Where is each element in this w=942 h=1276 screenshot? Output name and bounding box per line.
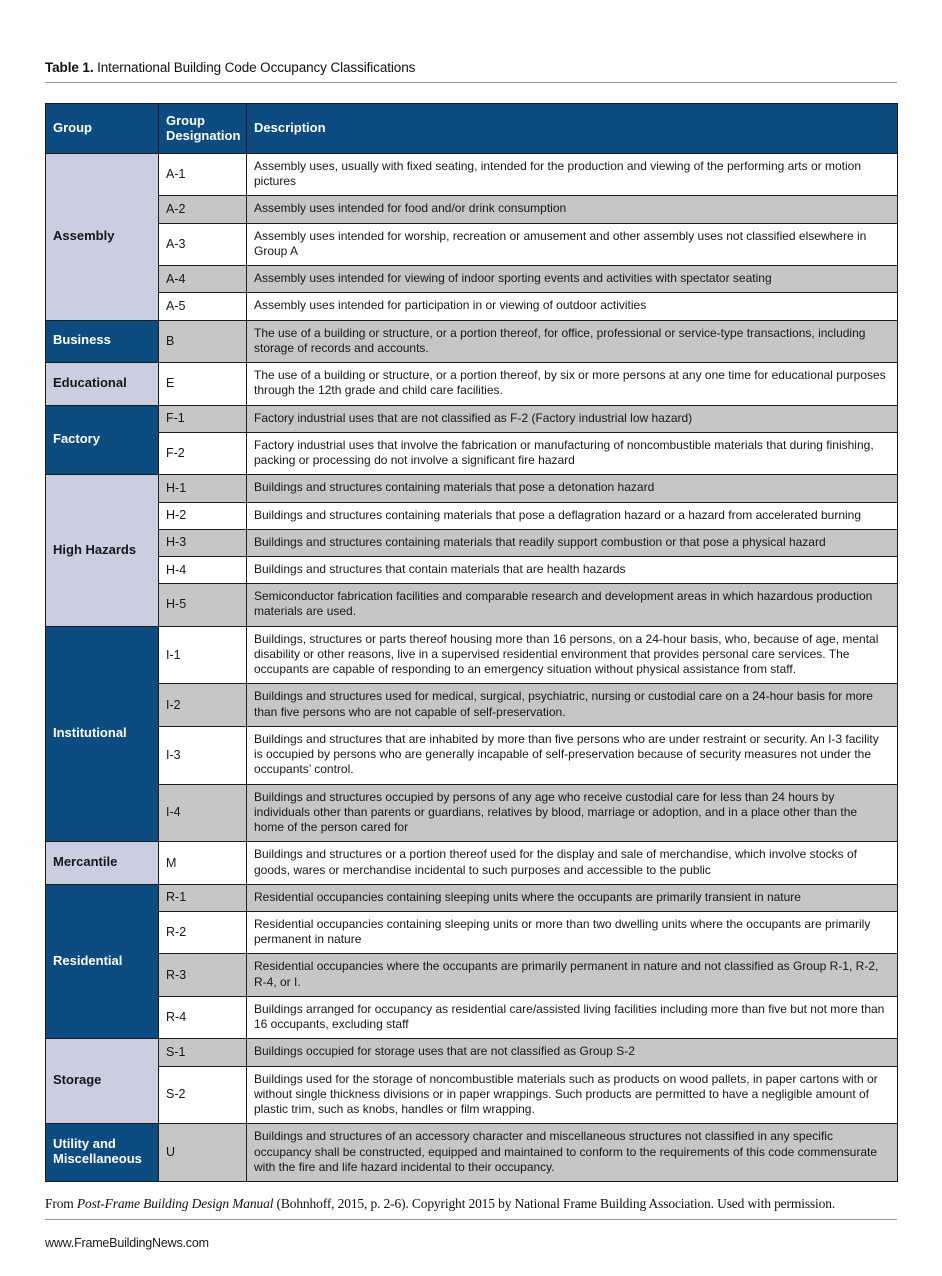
- table-row: [46, 726, 898, 784]
- source-credit: [45, 1196, 897, 1212]
- description-cell: Buildings and structures that contain materials that are health hazards: [247, 556, 898, 583]
- group-designation-cell: H-5: [159, 584, 247, 626]
- description-cell: The use of a building or structure, or a portion thereof, by six or more persons at any one time for educational purposes through the 12th grade and child care facilities.: [247, 363, 898, 405]
- table-row: [46, 196, 898, 223]
- table-row: [46, 293, 898, 320]
- group-designation-cell: A-2: [159, 196, 247, 223]
- description-cell: Assembly uses, usually with fixed seating, intended for the production and viewing of the performing arts or motion pictures: [247, 154, 898, 196]
- table-row: [46, 911, 898, 953]
- group-designation-cell: H-3: [159, 529, 247, 556]
- group-designation-cell: I-1: [159, 626, 247, 684]
- group-designation-cell: R-2: [159, 911, 247, 953]
- credit-suffix: (Bohnhoff, 2015, p. 2-6). Copyright 2015 by National Frame Building Association. Used with permission.: [273, 1196, 836, 1211]
- description-cell: Buildings and structures containing materials that pose a deflagration hazard or a hazard from accelerated burning: [247, 502, 898, 529]
- table-row: [46, 320, 898, 362]
- group-designation-cell: S-1: [159, 1039, 247, 1066]
- table-caption-text: International Building Code Occupancy Classifications: [93, 60, 416, 75]
- table-row: [46, 996, 898, 1038]
- description-cell: Assembly uses intended for worship, recreation or amusement and other assembly uses not classified elsewhere in Group A: [247, 223, 898, 265]
- group-name-cell: Business: [46, 320, 159, 362]
- credit-prefix: From: [45, 1196, 77, 1211]
- credit-book-title: Post-Frame Building Design Manual: [76, 1196, 274, 1211]
- description-cell: Buildings and structures containing materials that readily support combustion or that pose a physical hazard: [247, 529, 898, 556]
- group-designation-cell: I-4: [159, 784, 247, 842]
- description-cell: Factory industrial uses that are not classified as F-2 (Factory industrial low hazard): [247, 405, 898, 432]
- description-cell: Buildings and structures of an accessory character and miscellaneous structures not classified in any specific occupancy shall be constructed, equipped and maintained to conform to the requirements of this code commensurate with the fire and life hazard incidental to their occupancy.: [247, 1124, 898, 1182]
- description-cell: Assembly uses intended for viewing of indoor sporting events and activities with spectator seating: [247, 266, 898, 293]
- group-designation-cell: R-3: [159, 954, 247, 996]
- table-row: [46, 363, 898, 405]
- group-designation-cell: B: [159, 320, 247, 362]
- group-designation-cell: H-4: [159, 556, 247, 583]
- table-row: [46, 784, 898, 842]
- group-designation-cell: I-2: [159, 684, 247, 726]
- group-designation-cell: S-2: [159, 1066, 247, 1124]
- table-row: [46, 266, 898, 293]
- group-designation-cell: R-4: [159, 996, 247, 1038]
- group-name-cell: Educational: [46, 363, 159, 405]
- description-cell: Buildings and structures that are inhabited by more than five persons who are under restraint or security. An I-3 facility is occupied by persons who are generally incapable of self-preservation because of security measures not under the occupants’ control.: [247, 726, 898, 784]
- table-row: [46, 954, 898, 996]
- group-designation-cell: H-1: [159, 475, 247, 502]
- footer-divider: [45, 1219, 897, 1220]
- group-designation-cell: H-2: [159, 502, 247, 529]
- column-header-description: Description: [247, 104, 898, 154]
- group-name-cell: Residential: [46, 884, 159, 1039]
- table-row: [46, 556, 898, 583]
- description-cell: Residential occupancies containing sleeping units where the occupants are primarily transient in nature: [247, 884, 898, 911]
- table-row: [46, 502, 898, 529]
- table-body: [46, 154, 898, 1182]
- table-row: [46, 475, 898, 502]
- group-designation-cell: I-3: [159, 726, 247, 784]
- group-name-cell: Institutional: [46, 626, 159, 842]
- group-designation-cell: A-4: [159, 266, 247, 293]
- description-cell: Residential occupancies containing sleeping units or more than two dwelling units where the occupants are primarily permanent in nature: [247, 911, 898, 953]
- description-cell: Assembly uses intended for participation in or viewing of outdoor activities: [247, 293, 898, 320]
- table-header-row: [46, 104, 898, 154]
- group-designation-cell: F-2: [159, 432, 247, 474]
- occupancy-table-container: [45, 103, 897, 1182]
- group-name-line1: Utility and: [53, 1136, 116, 1152]
- group-designation-cell: U: [159, 1124, 247, 1182]
- group-name-cell: Mercantile: [46, 842, 159, 884]
- group-designation-cell: A-3: [159, 223, 247, 265]
- group-name-cell: Assembly: [46, 154, 159, 321]
- description-cell: Buildings occupied for storage uses that are not classified as Group S-2: [247, 1039, 898, 1066]
- group-designation-cell: E: [159, 363, 247, 405]
- group-designation-cell: A-1: [159, 154, 247, 196]
- description-cell: Residential occupancies where the occupants are primarily permanent in nature and not classified as Group R-1, R-2, R-4, or I.: [247, 954, 898, 996]
- table-row: [46, 884, 898, 911]
- description-cell: Buildings and structures used for medical, surgical, psychiatric, nursing or custodial care on a 24-hour basis for more than five persons who are not capable of self-preservation.: [247, 684, 898, 726]
- group-designation-cell: M: [159, 842, 247, 884]
- table-row: [46, 529, 898, 556]
- table-row: [46, 432, 898, 474]
- column-header-group: Group: [46, 104, 159, 154]
- group-designation-cell: A-5: [159, 293, 247, 320]
- table-row: [46, 1039, 898, 1066]
- table-row: [46, 684, 898, 726]
- description-cell: The use of a building or structure, or a portion thereof, for office, professional or service-type transactions, including storage of records and accounts.: [247, 320, 898, 362]
- description-cell: Buildings and structures containing materials that pose a detonation hazard: [247, 475, 898, 502]
- table-caption: [45, 60, 897, 83]
- caption-divider: [45, 82, 897, 83]
- table-row: [46, 842, 898, 884]
- description-cell: Buildings and structures or a portion thereof used for the display and sale of merchandise, which involve stocks of goods, wares or merchandise incidental to such purposes and accessible to the public: [247, 842, 898, 884]
- table-row: [46, 1124, 898, 1182]
- group-name-cell: Storage: [46, 1039, 159, 1124]
- table-caption-label: Table 1.: [45, 60, 94, 75]
- group-designation-cell: F-1: [159, 405, 247, 432]
- description-cell: Semiconductor fabrication facilities and comparable research and development areas in which hazardous production materials are used.: [247, 584, 898, 626]
- column-header-designation-line2: Designation: [166, 128, 241, 143]
- occupancy-classifications-table: [45, 103, 898, 1182]
- description-cell: Factory industrial uses that involve the fabrication or manufacturing of noncombustible materials that during finishing, packing or processing do not involve a significant fire hazard: [247, 432, 898, 474]
- description-cell: Buildings and structures occupied by persons of any age who receive custodial care for less than 24 hours by individuals other than parents or guardians, relatives by blood, marriage or adoption, and in a place other than the home of the person cared for: [247, 784, 898, 842]
- group-name-cell: Factory: [46, 405, 159, 475]
- group-name-cell: [46, 1124, 159, 1182]
- table-row: [46, 1066, 898, 1124]
- website-url: www.FrameBuildingNews.com: [45, 1236, 209, 1250]
- column-header-designation-line1: Group: [166, 113, 205, 129]
- table-row: [46, 154, 898, 196]
- description-cell: Buildings used for the storage of noncombustible materials such as products on wood pallets, in paper cartons with or without single thickness divisions or in paper wrappings. Such products are permitted to have a negligible amount of plastic trim, such as knobs, handles or film wrapping.: [247, 1066, 898, 1124]
- group-name-line2: Miscellaneous: [53, 1151, 142, 1167]
- table-caption-line: [45, 60, 897, 75]
- table-row: [46, 626, 898, 684]
- table-header: [46, 104, 898, 154]
- description-cell: Buildings, structures or parts thereof housing more than 16 persons, on a 24-hour basis, who, because of age, mental disability or other reasons, live in a supervised residential environment that provides personal care services. The occupants are capable of responding to an emergency situation without physical assistance from staff.: [247, 626, 898, 684]
- column-header-group-designation: [159, 104, 247, 154]
- description-cell: Buildings arranged for occupancy as residential care/assisted living facilities including more than five but not more than 16 occupants, excluding staff: [247, 996, 898, 1038]
- table-row: [46, 405, 898, 432]
- table-row: [46, 223, 898, 265]
- table-row: [46, 584, 898, 626]
- description-cell: Assembly uses intended for food and/or drink consumption: [247, 196, 898, 223]
- group-designation-cell: R-1: [159, 884, 247, 911]
- group-name-cell: High Hazards: [46, 475, 159, 626]
